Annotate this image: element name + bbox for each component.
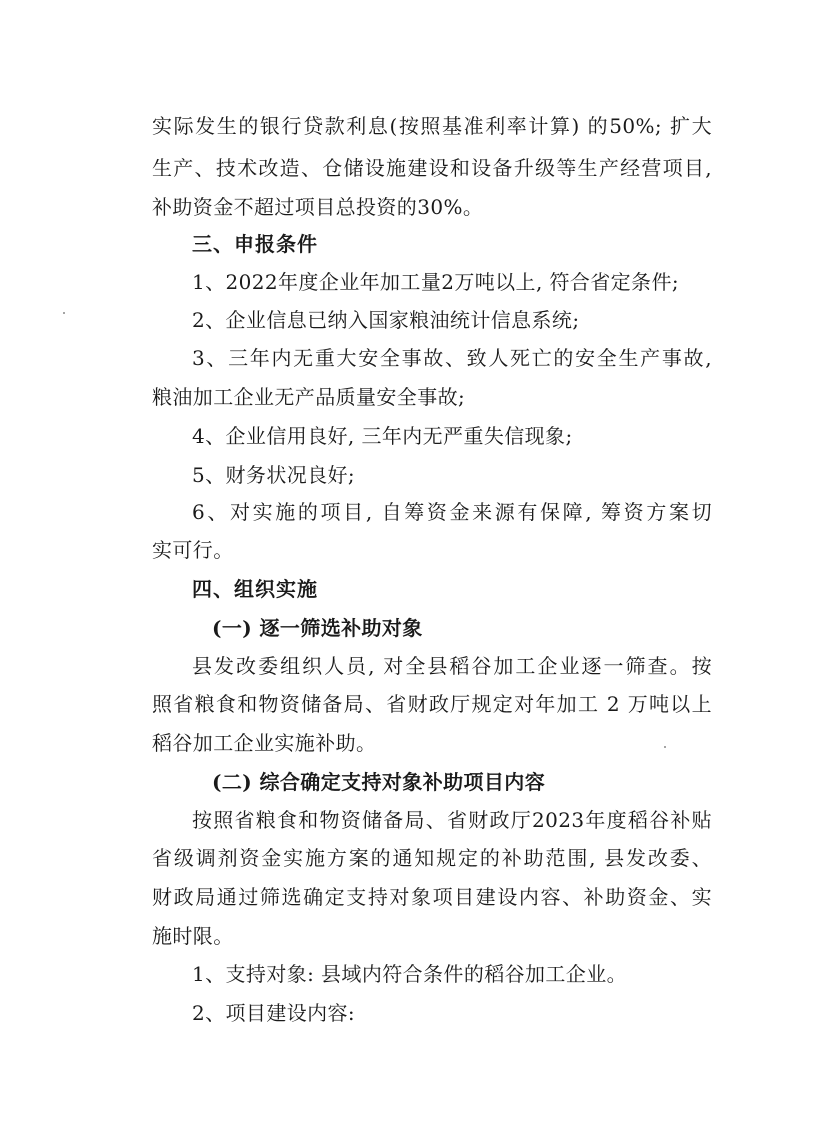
paragraph-line: 县发改委组织人员, 对全县稻谷加工企业逐一筛查。按 <box>192 654 712 678</box>
paragraph-line: 照省粮食和物资储备局、省财政厅规定对年加工 2 万吨以上 <box>152 692 712 716</box>
section-heading-4: 四、组织实施 <box>192 577 318 601</box>
paragraph-line: 省级调剂资金实施方案的通知规定的补助范围, 县发改委、 <box>152 846 712 870</box>
condition-item-3-cont: 粮油加工企业无产品质量安全事故; <box>152 385 466 409</box>
paragraph-line: 财政局通过筛选确定支持对象项目建设内容、补助资金、实 <box>152 885 712 909</box>
support-item-1: 1、支持对象: 县域内符合条件的稻谷加工企业。 <box>192 962 628 986</box>
paragraph-line: 按照省粮食和物资储备局、省财政厅2023年度稻谷补贴 <box>192 808 712 832</box>
condition-item-1: 1、2022年度企业年加工量2万吨以上, 符合省定条件; <box>192 270 680 294</box>
condition-item-4: 4、企业信用良好, 三年内无严重失信现象; <box>192 424 573 448</box>
subsection-heading-1: (一) 逐一筛选补助对象 <box>212 616 423 640</box>
scan-speck <box>664 746 666 748</box>
paragraph-line: 施时限。 <box>152 924 234 948</box>
paragraph-line: 补助资金不超过项目总投资的30%。 <box>152 195 484 219</box>
section-heading-3: 三、申报条件 <box>192 232 318 256</box>
paragraph-line: 生产、技术改造、仓储设施建设和设备升级等生产经营项目, <box>152 156 712 180</box>
paragraph-line: 实际发生的银行贷款利息(按照基准利率计算) 的50%; 扩大 <box>152 114 712 138</box>
condition-item-2: 2、企业信息已纳入国家粮油统计信息系统; <box>192 308 580 332</box>
paragraph-line: 稻谷加工企业实施补助。 <box>152 731 377 755</box>
support-item-2: 2、项目建设内容: <box>192 1001 356 1025</box>
scan-speck <box>63 312 65 314</box>
condition-item-5: 5、财务状况良好; <box>192 463 356 487</box>
condition-item-6: 6、对实施的项目, 自筹资金来源有保障, 筹资方案切 <box>192 500 712 524</box>
condition-item-6-cont: 实可行。 <box>152 538 234 562</box>
condition-item-3: 3、三年内无重大安全事故、致人死亡的安全生产事故, <box>192 346 712 370</box>
subsection-heading-2: (二) 综合确定支持对象补助项目内容 <box>212 770 546 794</box>
